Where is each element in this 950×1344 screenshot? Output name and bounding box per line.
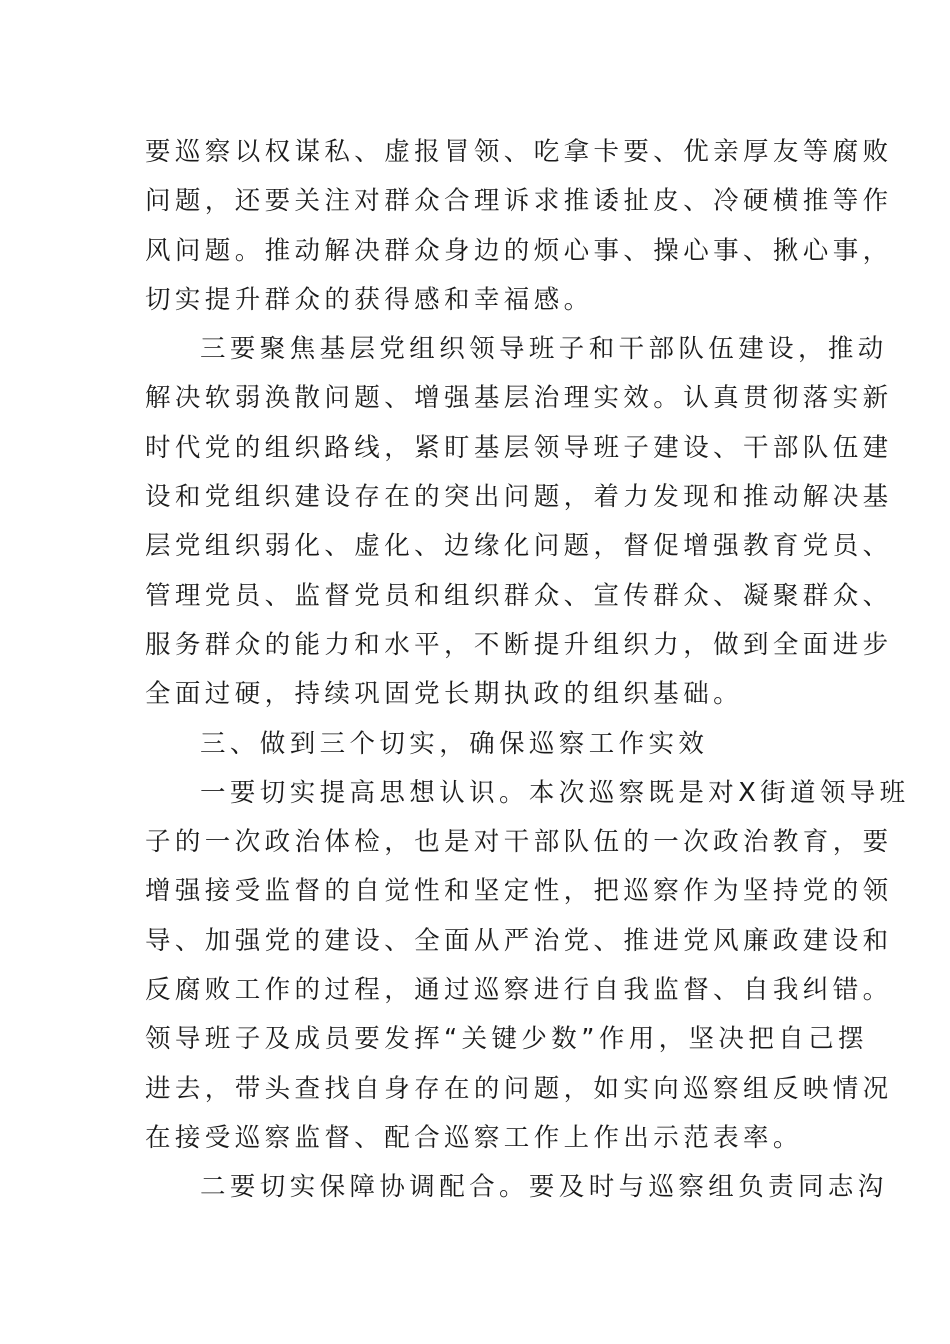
text-line: 时代党的组织路线，紧盯基层领导班子建设、干部队伍建 bbox=[145, 432, 893, 463]
text-line: 设和党组织建设存在的突出问题，着力发现和推动解决基 bbox=[145, 482, 893, 513]
paragraph-start-line: 三要聚焦基层党组织领导班子和干部队伍建设，推动 bbox=[200, 334, 888, 365]
text-line: 导、加强党的建设、全面从严治党、推进党风廉政建设和 bbox=[145, 925, 893, 956]
text-line: 在接受巡察监督、配合巡察工作上作出示范表率。 bbox=[145, 1122, 803, 1153]
paragraph-start-line: 二要切实保障协调配合。要及时与巡察组负责同志沟 bbox=[200, 1172, 888, 1203]
text-line: 子的一次政治体检，也是对干部队伍的一次政治教育，要 bbox=[145, 827, 893, 858]
text-line: 全面过硬，持续巩固党长期执政的组织基础。 bbox=[145, 679, 744, 710]
text-line: 问题，还要关注对群众合理诉求推诿扯皮、冷硬横推等作 bbox=[145, 186, 893, 217]
text-line: 服务群众的能力和水平，不断提升组织力，做到全面进步 bbox=[145, 629, 893, 660]
text-line: 要巡察以权谋私、虚报冒领、吃拿卡要、优亲厚友等腐败 bbox=[145, 137, 893, 167]
text-line: 风问题。推动解决群众身边的烦心事、操心事、揪心事， bbox=[145, 235, 893, 266]
document-body bbox=[145, 128, 910, 1213]
text-line: 增强接受监督的自觉性和坚定性，把巡察作为坚持党的领 bbox=[145, 876, 893, 907]
text-line: 管理党员、监督党员和组织群众、宣传群众、凝聚群众、 bbox=[145, 580, 893, 611]
text-line: 反腐败工作的过程，通过巡察进行自我监督、自我纠错。 bbox=[145, 975, 893, 1006]
text-line: 层党组织弱化、虚化、边缘化问题，督促增强教育党员、 bbox=[145, 531, 893, 562]
section-heading: 三、做到三个切实，确保巡察工作实效 bbox=[200, 728, 709, 759]
text-line: 切实提升群众的获得感和幸福感。 bbox=[145, 284, 594, 315]
text-line: 进去，带头查找自身存在的问题，如实向巡察组反映情况 bbox=[145, 1073, 893, 1104]
paragraph-start-line: 一要切实提高思想认识。本次巡察既是对X街道领导班 bbox=[200, 777, 910, 808]
text-line: 领导班子及成员要发挥“关键少数”作用，坚决把自己摆 bbox=[145, 1024, 868, 1055]
text-line: 解决软弱涣散问题、增强基层治理实效。认真贯彻落实新 bbox=[145, 383, 893, 414]
